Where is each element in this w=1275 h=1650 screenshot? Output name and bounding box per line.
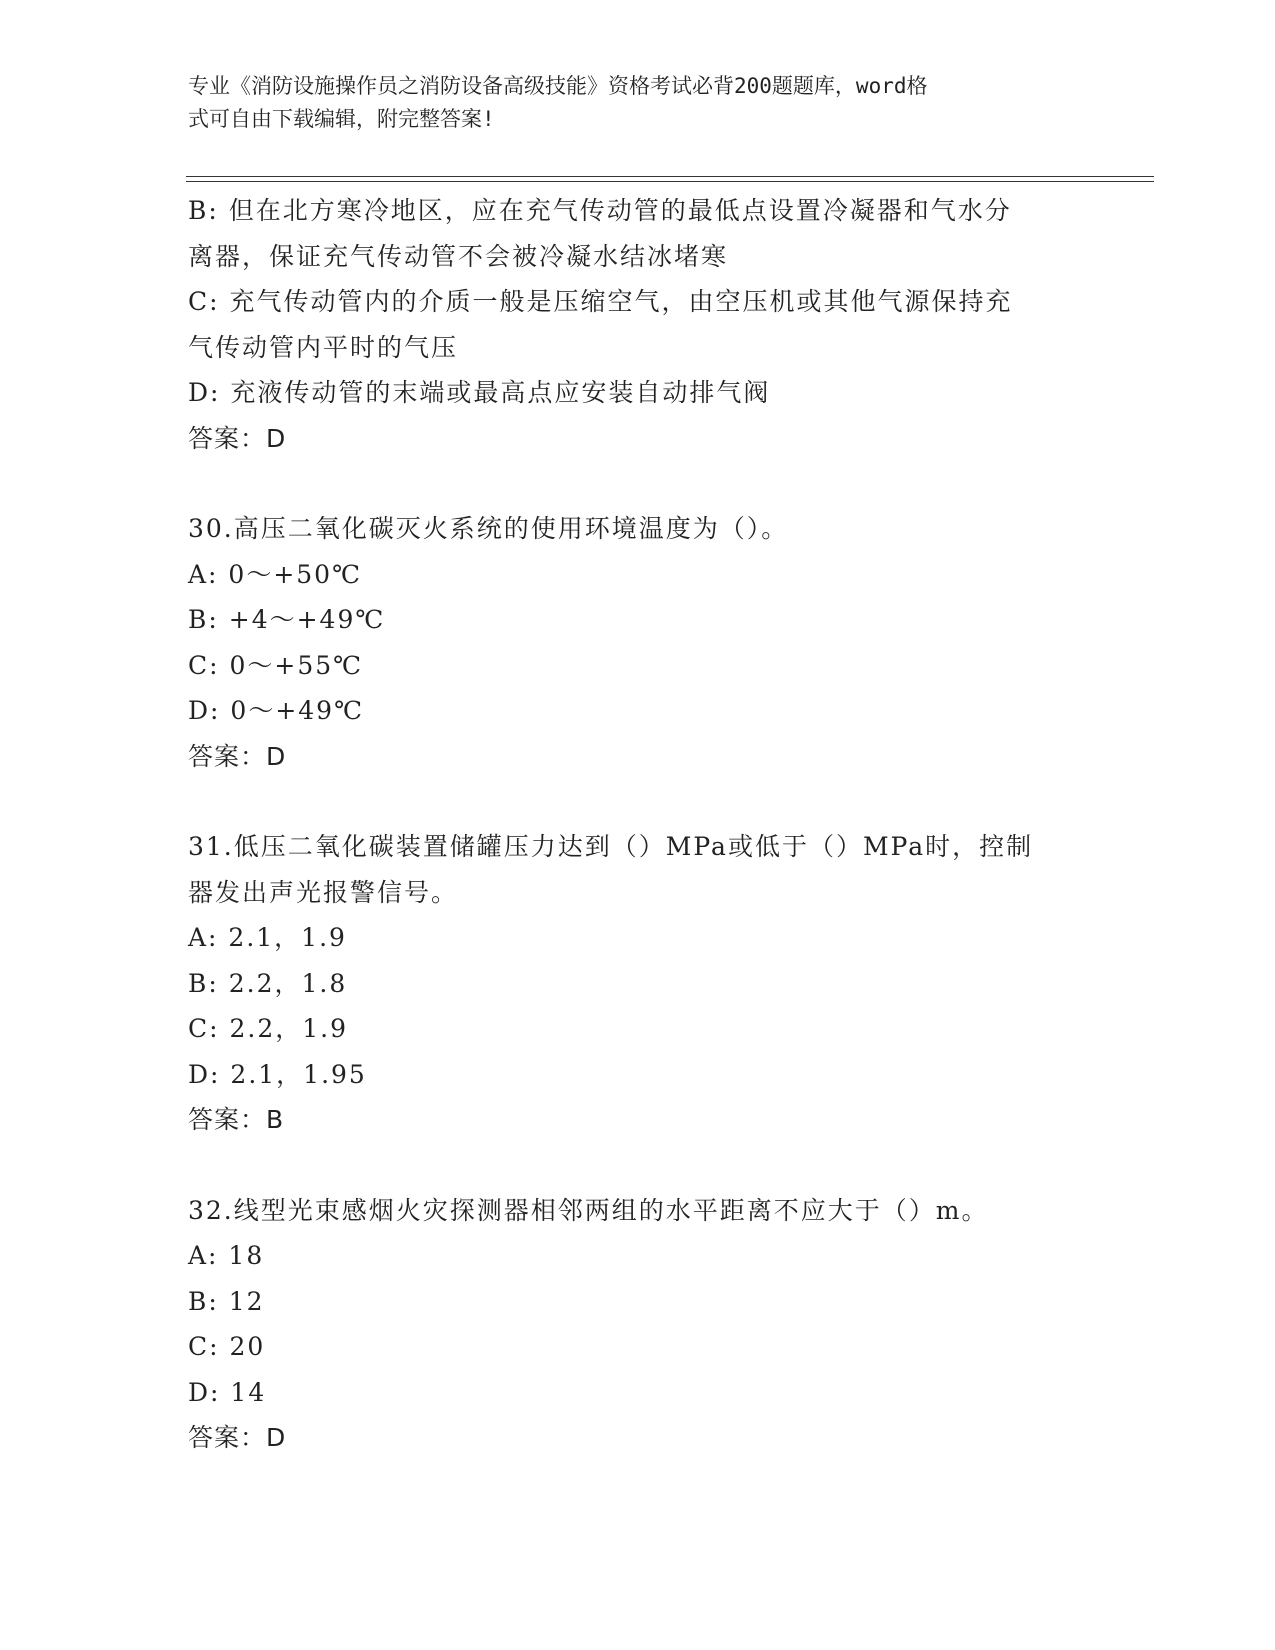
option-a: A: 18 xyxy=(188,1241,265,1270)
answer: 答案：D xyxy=(188,741,287,771)
question-list xyxy=(188,188,1088,1461)
option-b: 离器，保证充气传动管不会被冷凝水结冰堵寒 xyxy=(188,241,729,271)
option-a: A: 0～+50℃ xyxy=(188,559,363,589)
document-header xyxy=(188,70,1068,136)
question-32 xyxy=(188,1188,1088,1461)
question-30 xyxy=(188,506,1088,779)
option-a: A: 2.1，1.9 xyxy=(188,923,347,952)
option-c: C: 0～+55℃ xyxy=(188,650,364,680)
option-d: D: 14 xyxy=(188,1377,267,1407)
answer: 答案：D xyxy=(188,1423,287,1452)
option-c: C: 2.2，1.9 xyxy=(188,1014,349,1043)
question-stem: 31.低压二氧化碳装置储罐压力达到（）MPa或低于（）MPa时，控制 xyxy=(188,832,1034,861)
question-stem: 30.高压二氧化碳灭火系统的使用环境温度为（）。 xyxy=(188,514,789,543)
option-b: B: 12 xyxy=(188,1286,265,1316)
answer: 答案：B xyxy=(188,1105,285,1134)
option-b: B: 2.2，1.8 xyxy=(188,968,348,998)
answer: 答案：D xyxy=(188,423,287,453)
option-d: D: 0～+49℃ xyxy=(188,696,365,725)
option-c: 气传动管内平时的气压 xyxy=(188,332,459,362)
option-c: C: 20 xyxy=(188,1332,266,1361)
question-31 xyxy=(188,824,1088,1143)
prev-question xyxy=(188,188,1088,461)
header-line: 专业《消防设施操作员之消防设备高级技能》资格考试必背200题题库，word格 xyxy=(188,74,928,98)
question-stem: 32.线型光束感烟火灾探测器相邻两组的水平距离不应大于（）m。 xyxy=(188,1195,989,1225)
option-b: B: 但在北方寒冷地区，应在充气传动管的最低点设置冷凝器和气水分 xyxy=(188,196,1012,225)
header-divider xyxy=(186,181,1154,182)
option-d: D: 2.1，1.95 xyxy=(188,1059,367,1089)
option-d: D: 充液传动管的末端或最高点应安装自动排气阀 xyxy=(188,378,771,407)
header-line: 式可自由下载编辑，附完整答案! xyxy=(188,107,495,131)
question-stem: 器发出声光报警信号。 xyxy=(188,877,459,907)
header-divider xyxy=(186,176,1154,177)
option-b: B: +4～+49℃ xyxy=(188,605,386,634)
option-c: C: 充气传动管内的介质一般是压缩空气，由空压机或其他气源保持充 xyxy=(188,287,1013,316)
